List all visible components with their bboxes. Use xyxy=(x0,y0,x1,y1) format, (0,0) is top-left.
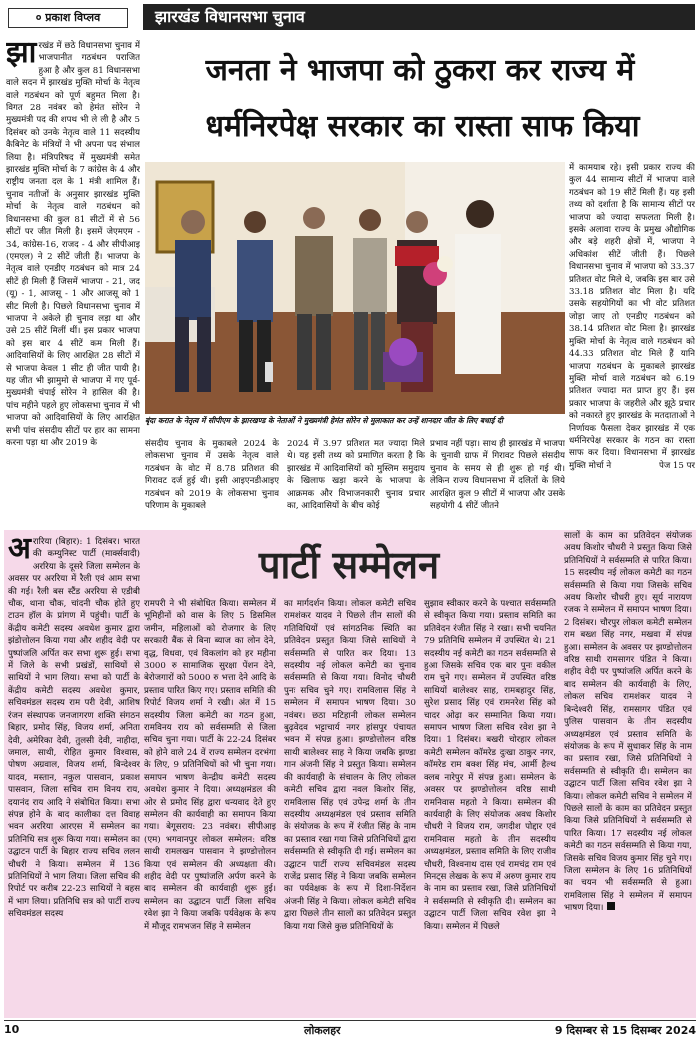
headline-line-2: धर्मनिरपेक्ष सरकार का रास्ता साफ किया xyxy=(205,109,640,144)
conference-section xyxy=(4,530,696,1018)
meeting-photo xyxy=(145,162,565,414)
end-mark-icon xyxy=(607,902,615,910)
section-label: ० प्रकाश विप्लव xyxy=(8,8,128,28)
page-footer xyxy=(4,1020,696,1037)
continued-label: पेज 15 पर xyxy=(658,460,695,471)
conference-dropcap: अ xyxy=(8,536,31,566)
section-banner: झारखंड विधानसभा चुनाव xyxy=(143,4,695,30)
issue-date: 9 दिसम्बर से 15 दिसम्बर 2024 xyxy=(554,1024,696,1037)
conference-column-1 xyxy=(8,536,140,1014)
article-column-b1: संसदीय चुनाव के मुकाबले 2024 के लोकसभा चुनाव में उसके नेतृत्व वाले गठबंधन के वोट में 8.78 प्रतिशत की गिरावट दर्ज हुई थी। इसी आइएनडीआइए गठबंधन को 2019 के लोकसभा चुनाव परिणाम के मुकाबले xyxy=(145,439,279,512)
article-column-right-text: में कामयाब रहे। इसी प्रकार राज्य की कुल 44 सामान्य सीटों में भाजपा वाले गठबंधन को 19 सीटें मिली हैं। यह इसी तथ्य को दर्शाता है कि सामान्य सीटों पर भाजपा को ज्यादा सफलता मिली है। इसके अलावा राज्य के प्रमुख औद्योगिक और बड़े शहरी क्षेत्रों में, भाजपा ने अधिकांश सीटें जीती हैं। पिछले विधानसभा चुनाव में भाजपा को 33.37 प्रतिशत वोट मिले थे, जबकि इस बार उसे 33.18 प्रतिशत वोट मिला है। यदि उसके सहयोगियों का भी वोट प्रतिशत जोड़ा जाए तो एनडीए गठबंधन को 38.14 प्रतिशत वोट मिला है। झारखंड मुक्ति मोर्चा के नेतृत्व वाले गठबंधन को 44.33 प्रतिशत वोट मिले हैं यानि भाजपा गठबंधन के मुकाबले झारखंड मुक्ति मोर्चा वाले गठबंधन को 6.19 प्रतिशत ज्यादा मत प्राप्त हुए हैं। इस प्रकार भाजपा के जहरीले और झूठे प्रचार को नकारते हुए झारखंड के मतदाताओं ने निर्णायक फैसला देकर झारखंड में एक धर्मनिरपेक्ष सरकार के गठन का रास्ता साफ कर दिया। विधानसभा में झारखंड मुक्ति मोर्चा ने xyxy=(569,163,695,471)
conference-column-5 xyxy=(564,530,692,1014)
article-column-b3: प्रभाव नहीं पड़ा। साथ ही झारखंड में भाजपा के चुनावी ग्राफ में गिरावट पिछले संसदीय चुनाव के समय से ही शुरू हो गई थी। लेकिन राज्य विधानसभा में दलितों के लिये आरक्षित कुल 9 सीटों में भाजपा और उसके सहयोगी 4 सीटें जीतने xyxy=(430,439,565,512)
conference-column-4: सुझाव स्वीकार करने के पश्चात सर्वसम्मति से स्वीकृत किया गया। प्रस्ताव समिति का प्रतिवेदन रंजीत सिंह ने रखा। सभी चयनित 79 प्रतिनिधि सम्मेलन में उपस्थित थे। 21 सदस्यीय नई कमेटी का गठन सर्वसम्मति से हुआ जिसके सचिव एक बार पुनः वकील राम चुने गए। सम्मेलन में उपस्थित वरिष्ठ साथियों बालेश्वर साह, रामबहादुर सिंह, सुरेश प्रसाद सिंह एवं रामनरेश सिंह को चादर ओढ़ा कर सम्मानित किया गया। समापन भाषण जिला सचिव रवेश झा ने दिया। 1 दिसंबर। बखरी चोरहार लोकल कमेटी सम्मेलन कॉमरेड दुःखा ठाकुर नगर, कॉमरेड राम बक्श सिंह मंच, आर्मी हैल्थ क्लब नारेपुर में संपन्न हुआ। सम्मेलन के अवसर पर झण्डोत्तोलन वरिष्ठ साथी रामनिवास महतो ने किया। सम्मेलन की कार्यवाही के लिए संयोजक अवध किशोर चौधरी ने विजय राम, जगदीश पोद्दार एवं रामनिवास महतो के तीन सदस्यीय अध्यक्षमंडल, प्रस्ताव समिति के लिए राजीव चौधरी, विश्वनाथ दास एवं रामचंद्र राम एवं मिनट्स लेखक के रूप में अरुण कुमार राय के नाम का प्रस्ताव रखा, जिसे प्रतिनिधियों ने सर्वसम्मति से स्वीकृति दी। सम्मेलन का उद्घाटन पार्टी जिला सचिव रवेश झा ने किया। सम्मेलन में पिछले xyxy=(424,599,556,932)
meeting-photo-illustration xyxy=(145,162,565,414)
conference-title: पार्टी सम्मेलन xyxy=(258,543,440,587)
article-column-right xyxy=(569,162,695,517)
conference-column-1-text: रारिया (बिहार): 1 दिसंबर। भारत की कम्युनिस्ट पार्टी (मार्क्सवादी) अररिया के दूसरे जिला सम्मेलन के अवसर पर अररिया में रैली एवं आम सभा की गई। रैली बस स्टैंड अररिया से एडीबी चौक, थाना चौक, चांदनी चौक होते हुए टाउन हॉल के प्रांगण में पहुंची। पार्टी के केंद्रीय कमेटी सदस्य अवधेश कुमार द्वारा झंडोत्तोलन किया गया और शहीद वेदी पर पुष्पांजलि अर्पित कर सभा शुरू हुई। सभा में जिले के सभी प्रखंडों, साथियों से साथियों ने भाग लिया। सभा को पार्टी के केंद्रीय कमेटी सदस्य अवधेश कुमार, सचिवमंडल सदस्य राम परी देवी, आशिष रंजन संस्थापक जनजागरण शक्ति संगठन बिहार, प्रमोद सिंह, विजय शर्मा, अनिता देवी, अमेरिका देवी, तुलसी देवी, नाहीदा, जमाल, साथी, रोहित कुमार विश्वास, पोषण अग्रवाल, विजय शर्मा, बिन्देश्वर यादव, मस्तान, नकुल पासवान, प्रकाश पासवान, जिला सचिव राम विनय राय, दयानंद राय आदि ने संबोधित किया। सभा संपन्न होने के बाद कालीका दत्त विवाह भवन अररिया आरएस में सम्मेलन का प्रतिनिधि सत्र शुरू किया गया। सम्मेलन का उद्घाटन पार्टी के बिहार राज्य सचिव ललन चौधरी ने किया। सम्मेलन में 136 प्रतिनिधियों ने भाग लिया। जिला सचिव की रिपोर्ट पर करीब 22-23 साथियों ने बहस में भाग लिया। प्रतिनिधि सत्र को पार्टी राज्य सचिवमंडल सदस्य xyxy=(8,537,140,920)
article-column-a xyxy=(6,40,140,517)
article-dropcap: झा xyxy=(6,40,37,70)
page-number: 10 xyxy=(4,1023,20,1036)
article-column-b2: 2024 में 3.97 प्रतिशत मत ज्यादा मिले थे। यह इसी तथ्य को प्रमाणित करता है कि झारखंड में आदिवासियों को मुस्लिम समुदाय के खिलाफ खड़ा करने के भाजपा के आक्रमक और विभाजनकारी चुनाव प्रचार का, आदिवासियों के बीच कोई xyxy=(287,439,425,512)
conference-column-3: का मार्गदर्शन किया। लोकल कमेटी सचिव रामशंकर यादव ने पिछले तीन सालों की गतिविधियों एवं सांगठनिक स्थिति का प्रतिवेदन प्रस्तुत किया जिसे साथियों ने सर्वसम्मति से पारित कर दिया। 13 सदस्यीय नई लोकल कमेटी का चुनाव सर्वसम्मति से किया गया। विनोद चौधरी पुनः सचिव चुने गए। रामविलास सिंह ने सम्मेलन में समापन भाषण दिया। 30 नवंबर। छठा मटिहानी लोकल सम्मेलन बुढ़वेदव भट्टाचार्य नगर हांसपुर पंचायत भवन में संपन्न हुआ। झण्डोत्तोलन वरिष्ठ साथी बालेश्वर साह ने किया जबकि झण्डा गान अंजनी सिंह ने प्रस्तुत किया। सम्मेलन की कार्यवाही के संचालन के लिए लोकल कमेटी सचिव द्वारा नवल किशोर सिंह, रामविलास सिंह एवं उपेन्द्र शर्मा के तीन सदस्यीय अध्यक्षमंडल एवं प्रस्ताव समिति के संयोजक के रूप में रंजीत सिंह के नाम का प्रस्ताव रखा गया जिसे प्रतिनिधियों द्वारा सर्वसम्मति से स्वीकृति दी गई। सम्मेलन का उद्घाटन पार्टी राज्य सचिवमंडल सदस्य राजेंद्र प्रसाद सिंह ने किया जबकि सम्मेलन का पर्यवेक्षक के रूप में दिशा-निर्देशन अंजनी सिंह ने किया। लोकल कमेटी सचिव द्वारा पिछले तीन सालों का प्रतिवेदन प्रस्तुत किया गया जिसे कुछ प्रतिनिधियों के xyxy=(284,599,416,932)
conference-column-5-text: सालों के काम का प्रतिवेदन संयोजक अवध किशोर चौधरी ने प्रस्तुत किया जिसे प्रतिनिधियों ने सर्वसम्मति से पारित किया। 15 सदस्यीय नई लोकल कमेटी का गठन सर्वसम्मति से किया गया जिसके सचिव अवध किशोर चौधरी हुए। सूर्य नारायण रजक ने सम्मेलन में समापन भाषण दिया। 2 दिसंबर। चौरपुर लोकल कमेटी सम्मेलन राम बख्श सिंह नगर, मखवा में संपन्न हुआ। सम्मेलन के अवसर पर झण्डोत्तोलन वरिष्ठ साथी रामसागर पंडित ने किया। शहीद वेदी पर पुष्पांजलि अर्पित करने के बाद सम्मेलन की कार्यवाही के लिए, लोकल सचिव रामशंकर यादव ने बिन्देश्वरी सिंह, रामसागर पंडित एवं पुलिस पासवान के तीन सदस्यीय अध्यक्षमंडल एवं प्रस्ताव समिति के संयोजक के रूप में सुधाकर सिंह के नाम का प्रस्ताव रखा, जिसे प्रतिनिधियों ने सर्वसम्मति से स्वीकृति दी। सम्मेलन का उद्घाटन पार्टी जिला सचिव रवेश झा ने किया। लोकल कमेटी सचिव ने सम्मेलन में पिछले सालों के काम का प्रतिवेदन प्रस्तुत किया जिसे प्रतिनिधियों ने सर्वसम्मति से पारित किया। 17 सदस्यीय नई लोकल कमेटी का गठन सर्वसम्मति से किया गया, जिसके सचिव विजय कुमार सिंह चुने गए। जिला सम्मेलन के लिए 16 प्रतिनिधियों का चयन भी सर्वसम्मति से हुआ। रामविलास सिंह ने सम्मेलन में समापन भाषण दिया। xyxy=(564,531,692,914)
conference-column-2: रामपरी ने भी संबोधित किया। सम्मेलन में भूमिहीनों को वास के लिए 5 डिसमिल जमीन, महिलाओं को रोजगार के लिए सरकारी बैंक से बिना ब्याज का लोन देने, वृद्ध, विधवा, एवं विकलांग को हर महीना 3000 रु सामाजिक सुरक्षा पेंशन देने, बेरोजगारों को 5000 रु भत्ता देने आदि के प्रस्ताव पारित किए गए। प्रस्ताव समिति की रिपोर्ट विजय शर्मा ने रखी। अंत में 15 सदस्यीय जिला कमेटी का गठन हुआ, रामविनय राय को सर्वसम्मति से जिला सचिव चुना गया। पार्टी के 22-24 दिसंबर को होने वाले 24 वें राज्य सम्मेलन दरभंगा के लिए, 9 प्रतिनिधियों को भी चुना गया। समापन भाषण केन्द्रीय कमेटी सदस्य अवधेश कुमार ने दिया। अध्यक्षमंडल की ओर से प्रमोद सिंह द्वारा धन्यवाद देते हुए सम्मेलन की कार्यवाही का समापन किया गया। बेगूसराय: 23 नवंबर। सीपीआइ (एम) भगवानपुर लोकल सम्मेलन: वरिष्ठ साथी रामलखन पासवान ने झण्डोत्तोलन किया एवं सम्मेलन की अध्यक्षता की। शहीद वेदी पर पुष्पांजलि अर्पण करने के बाद सम्मेलन की कार्यवाही शुरू हुई। सम्मेलन का उद्घाटन पार्टी जिला सचिव रवेश झा ने किया जबकि पर्यवेक्षक के रूप में मौजूद रामभजन सिंह ने सम्मेलन xyxy=(144,599,276,932)
paper-name: लोकलहर xyxy=(304,1024,341,1037)
photo-caption: बृंदा करात के नेतृत्व में सीपीएम के झारखण्ड के नेताओं ने मुख्यमंत्री हेमंत सोरेन से मुलाकात कर उन्हें शानदार जीत के लिए बधाई दी xyxy=(145,416,503,425)
headline-line-1: जनता ने भाजपा को ठुकरा कर राज्य में xyxy=(205,53,635,88)
article-column-a-text: रखंड में छठे विधानसभा चुनाव में भाजपानीत गठबंधन पराजित हुआ है और कुल 81 विधानसभा वाले सदन में झारखंड मुक्ति मोर्चा के नेतृत्व वाले गठबंधन को पूर्ण बहुमत मिला है। विगत 28 नवंबर को हेमंत सोरेन ने मुख्यमंत्री पद की शपथ भी ले ली है और 5 दिसंबर को उनके नेतृत्व वाले 11 सदस्यीय कैबिनेट के मंत्रियों ने भी अपना पद संभाल लिया है। मंत्रिपरिषद में मुख्यमंत्री समेत झारखंड मुक्ति मोर्चा के 7 कांग्रेस के 4 और राष्ट्रीय जनता दल के 1 मंत्री शामिल हैं। चुनाव नतीजों के अनुसार झारखंड मुक्ति मोर्चा के नेतृत्व वाले गठबंधन को विधानसभा की कुल 81 सीटों में से 56 सीटों पर जीत मिली है। इसमें जेएमएम - 34, कांग्रेस-16, राजद - 4 और सीपीआइ (एमएल) ने 2 सीटें जीती हैं। भाजपा के नेतृत्व वाले एनडीए गठबंधन को मात्र 24 सीटें ही मिली हैं जिसमें भाजपा - 21, जद (यू) - 1, आजसू - 1 और आजसू को 1 सीट मिली है। पिछले विधानसभा चुनाव में भाजपा ने अकेले ही चुनाव लड़ा था और उसे 25 सीटें मिलीं थीं। इस प्रकार भाजपा को इस बार 4 सीटें कम मिली हैं। आदिवासियों के लिए आरक्षित 28 सीटों में से भाजपा केवल 1 सीट ही जीत पायी है। यह जीत भी झामुमो से भाजपा में गए पूर्व-मुख्यमंत्री चंपाई सोरेन ने हासिल की है। पांच महीने पहले हुए लोकसभा चुनाव में भी भाजपा को आदिवासियों के लिए आरक्षित सभी पांच संसदीय सीटों पर हार का सामना करना पड़ा था और 2019 के xyxy=(6,41,140,448)
